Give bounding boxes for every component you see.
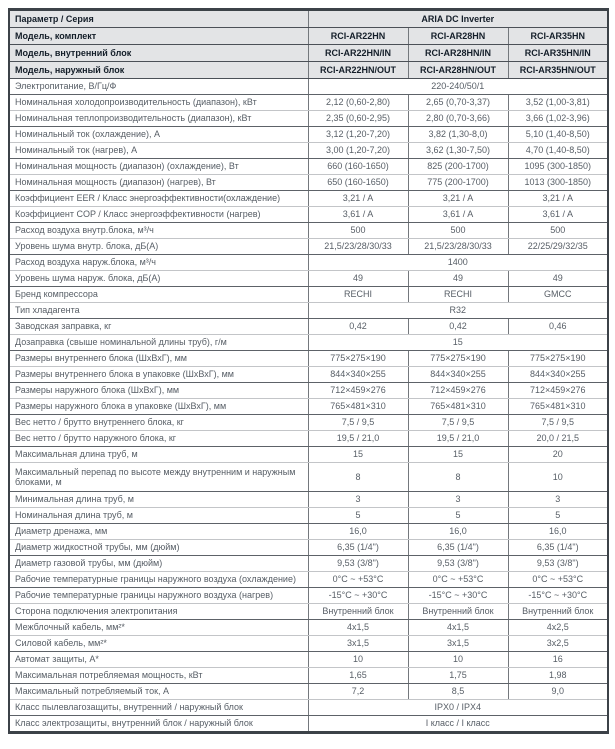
param-cell: Силовой кабель, мм²* — [9, 636, 308, 652]
value-cell: 775×275×190 — [508, 351, 608, 367]
value-cell: 9,53 (3/8") — [308, 556, 408, 572]
value-cell: 19,5 / 21,0 — [408, 431, 508, 447]
value-cell: GMCC — [508, 287, 608, 303]
value-cell: 5,10 (1,40-8,50) — [508, 127, 608, 143]
value-cell: 3,61 / A — [408, 207, 508, 223]
param-cell: Межблочный кабель, мм²* — [9, 620, 308, 636]
value-cell: 7,5 / 9,5 — [408, 415, 508, 431]
value-cell: 0,42 — [308, 319, 408, 335]
param-cell: Модель, внутренний блок — [9, 45, 308, 62]
value-cell: 20,0 / 21,5 — [508, 431, 608, 447]
value-cell: 6,35 (1/4") — [508, 540, 608, 556]
value-cell: 4x1,5 — [408, 620, 508, 636]
param-cell: Уровень шума наруж. блока, дБ(А) — [9, 271, 308, 287]
table-row — [9, 191, 608, 207]
value-cell: 1400 — [308, 255, 608, 271]
value-cell: 3 — [308, 492, 408, 508]
param-cell: Рабочие температурные границы наружного воздуха (нагрев) — [9, 588, 308, 604]
value-cell: 3 — [508, 492, 608, 508]
table-row — [9, 415, 608, 431]
table-row — [9, 588, 608, 604]
param-cell: Номинальная холодопроизводительность (диапазон), кВт — [9, 95, 308, 111]
value-cell: 3,62 (1,30-7,50) — [408, 143, 508, 159]
value-cell: 220-240/50/1 — [308, 79, 608, 95]
param-cell: Размеры наружного блока в упаковке (ШхВхГ), мм — [9, 399, 308, 415]
param-cell: Класс электрозащиты, внутренний блок / наружный блок — [9, 716, 308, 733]
param-cell: Номинальный ток (охлаждение), А — [9, 127, 308, 143]
value-cell: 844×340×255 — [408, 367, 508, 383]
value-cell: 844×340×255 — [308, 367, 408, 383]
table-row — [9, 62, 608, 79]
value-cell: 2,35 (0,60-2,95) — [308, 111, 408, 127]
table-row — [9, 684, 608, 700]
table-row — [9, 303, 608, 319]
value-cell: 0,46 — [508, 319, 608, 335]
value-cell: 10 — [408, 652, 508, 668]
value-cell: 1095 (300-1850) — [508, 159, 608, 175]
param-cell: Модель, комплект — [9, 28, 308, 45]
value-cell: 9,0 — [508, 684, 608, 700]
value-cell: 660 (160-1650) — [308, 159, 408, 175]
table-row — [9, 604, 608, 620]
table-row — [9, 668, 608, 684]
value-cell: 775×275×190 — [408, 351, 508, 367]
value-cell: 20 — [508, 447, 608, 463]
param-cell: Расход воздуха внутр.блока, м³/ч — [9, 223, 308, 239]
value-cell: 3x1,5 — [308, 636, 408, 652]
param-cell: Автомат защиты, А* — [9, 652, 308, 668]
param-cell: Номинальный ток (нагрев), А — [9, 143, 308, 159]
table-row — [9, 652, 608, 668]
value-cell: RCI-AR35HN/OUT — [508, 62, 608, 79]
value-cell: 8 — [408, 463, 508, 492]
value-cell: 3,21 / A — [508, 191, 608, 207]
value-cell: Внутренний блок — [408, 604, 508, 620]
value-cell: 15 — [308, 447, 408, 463]
value-cell: 8,5 — [408, 684, 508, 700]
value-cell: 22/25/29/32/35 — [508, 239, 608, 255]
table-row — [9, 492, 608, 508]
value-cell: 4,70 (1,40-8,50) — [508, 143, 608, 159]
value-cell: 3,61 / A — [508, 207, 608, 223]
table-row — [9, 463, 608, 492]
table-row — [9, 45, 608, 62]
value-cell: 10 — [508, 463, 608, 492]
table-row — [9, 447, 608, 463]
value-cell: 3,61 / A — [308, 207, 408, 223]
param-cell: Вес нетто / брутто наружного блока, кг — [9, 431, 308, 447]
table-row — [9, 28, 608, 45]
value-cell: 2,80 (0,70-3,66) — [408, 111, 508, 127]
table-row — [9, 399, 608, 415]
value-cell: 6,35 (1/4") — [308, 540, 408, 556]
value-cell: 2,65 (0,70-3,37) — [408, 95, 508, 111]
param-cell: Тип хладагента — [9, 303, 308, 319]
value-cell: 0,42 — [408, 319, 508, 335]
series-name-header: ARIA DC Inverter — [308, 10, 608, 28]
value-cell: -15°C ~ +30°C — [508, 588, 608, 604]
value-cell: 844×340×255 — [508, 367, 608, 383]
value-cell: 712×459×276 — [408, 383, 508, 399]
param-cell: Номинальная длина труб, м — [9, 508, 308, 524]
param-cell: Номинальная мощность (диапазон) (охлаждение), Вт — [9, 159, 308, 175]
value-cell: I класс / I класс — [308, 716, 608, 733]
value-cell: 15 — [308, 335, 608, 351]
param-cell: Номинальная мощность (диапазон) (нагрев), Вт — [9, 175, 308, 191]
param-cell: Максимальная потребляемая мощность, кВт — [9, 668, 308, 684]
value-cell: 16,0 — [308, 524, 408, 540]
value-cell: IPX0 / IPX4 — [308, 700, 608, 716]
value-cell: 15 — [408, 447, 508, 463]
value-cell: 21,5/23/28/30/33 — [408, 239, 508, 255]
table-row — [9, 335, 608, 351]
value-cell: 4x2,5 — [508, 620, 608, 636]
param-cell: Электропитание, В/Гц/Ф — [9, 79, 308, 95]
table-row — [9, 431, 608, 447]
value-cell: 1,65 — [308, 668, 408, 684]
table-header-row — [9, 10, 608, 28]
table-row — [9, 287, 608, 303]
value-cell: Внутренний блок — [508, 604, 608, 620]
table-row — [9, 207, 608, 223]
param-cell: Рабочие температурные границы наружного воздуха (охлаждение) — [9, 572, 308, 588]
value-cell: 1,98 — [508, 668, 608, 684]
value-cell: 765×481×310 — [408, 399, 508, 415]
value-cell: 1,75 — [408, 668, 508, 684]
value-cell: RCI-AR28HN/OUT — [408, 62, 508, 79]
param-cell: Заводская заправка, кг — [9, 319, 308, 335]
value-cell: 1013 (300-1850) — [508, 175, 608, 191]
value-cell: 3x1,5 — [408, 636, 508, 652]
param-cell: Максимальный потребляемый ток, А — [9, 684, 308, 700]
value-cell: RECHI — [408, 287, 508, 303]
value-cell: 9,53 (3/8") — [508, 556, 608, 572]
value-cell: RCI-AR28HN/IN — [408, 45, 508, 62]
param-cell: Максимальный перепад по высоте между внутренним и наружным блоками, м — [9, 463, 308, 492]
value-cell: 7,2 — [308, 684, 408, 700]
param-cell: Размеры наружного блока (ШхВхГ), мм — [9, 383, 308, 399]
value-cell: 7,5 / 9,5 — [508, 415, 608, 431]
param-cell: Сторона подключения электропитания — [9, 604, 308, 620]
table-row — [9, 367, 608, 383]
table-row — [9, 636, 608, 652]
table-row — [9, 143, 608, 159]
param-cell: Диаметр жидкостной трубы, мм (дюйм) — [9, 540, 308, 556]
value-cell: 775×275×190 — [308, 351, 408, 367]
value-cell: 49 — [408, 271, 508, 287]
value-cell: 16,0 — [408, 524, 508, 540]
param-cell: Диаметр дренажа, мм — [9, 524, 308, 540]
table-row — [9, 508, 608, 524]
param-cell: Класс пылевлагозащиты, внутренний / наружный блок — [9, 700, 308, 716]
value-cell: 6,35 (1/4") — [408, 540, 508, 556]
table-row — [9, 540, 608, 556]
value-cell: 3,52 (1,00-3,81) — [508, 95, 608, 111]
table-row — [9, 716, 608, 733]
param-cell: Номинальная теплопроизводительность (диапазон), кВт — [9, 111, 308, 127]
value-cell: R32 — [308, 303, 608, 319]
param-series-header: Параметр / Серия — [9, 10, 308, 28]
table-row — [9, 620, 608, 636]
value-cell: 5 — [408, 508, 508, 524]
value-cell: 4x1,5 — [308, 620, 408, 636]
value-cell: 3,82 (1,30-8,0) — [408, 127, 508, 143]
table-row — [9, 319, 608, 335]
value-cell: 775 (200-1700) — [408, 175, 508, 191]
table-row — [9, 255, 608, 271]
value-cell: 0°C ~ +53°C — [308, 572, 408, 588]
table-row — [9, 383, 608, 399]
table-row — [9, 572, 608, 588]
param-cell: Дозаправка (свыше номинальной длины труб), г/м — [9, 335, 308, 351]
value-cell: 0°C ~ +53°C — [508, 572, 608, 588]
value-cell: 650 (160-1650) — [308, 175, 408, 191]
spec-table-body — [9, 10, 608, 733]
param-cell: Максимальная длина труб, м — [9, 447, 308, 463]
value-cell: RCI-AR28HN — [408, 28, 508, 45]
value-cell: 765×481×310 — [508, 399, 608, 415]
value-cell: 49 — [508, 271, 608, 287]
table-row — [9, 524, 608, 540]
spec-table — [8, 8, 609, 734]
value-cell: 19,5 / 21,0 — [308, 431, 408, 447]
param-cell: Размеры внутреннего блока в упаковке (ШхВхГ), мм — [9, 367, 308, 383]
value-cell: 16 — [508, 652, 608, 668]
value-cell: 21,5/23/28/30/33 — [308, 239, 408, 255]
table-row — [9, 79, 608, 95]
value-cell: 500 — [508, 223, 608, 239]
table-row — [9, 127, 608, 143]
value-cell: 7,5 / 9,5 — [308, 415, 408, 431]
value-cell: 10 — [308, 652, 408, 668]
value-cell: 3 — [408, 492, 508, 508]
value-cell: 765×481×310 — [308, 399, 408, 415]
value-cell: 3x2,5 — [508, 636, 608, 652]
value-cell: 825 (200-1700) — [408, 159, 508, 175]
value-cell: 0°C ~ +53°C — [408, 572, 508, 588]
value-cell: 16,0 — [508, 524, 608, 540]
table-row — [9, 556, 608, 572]
value-cell: RECHI — [308, 287, 408, 303]
value-cell: RCI-AR22HN/IN — [308, 45, 408, 62]
value-cell: 712×459×276 — [508, 383, 608, 399]
value-cell: 9,53 (3/8") — [408, 556, 508, 572]
param-cell: Коэффициент EER / Класс энергоэффективности(охлаждение) — [9, 191, 308, 207]
value-cell: 3,21 / A — [308, 191, 408, 207]
value-cell: 3,00 (1,20-7,20) — [308, 143, 408, 159]
table-row — [9, 700, 608, 716]
param-cell: Диаметр газовой трубы, мм (дюйм) — [9, 556, 308, 572]
value-cell: 8 — [308, 463, 408, 492]
param-cell: Расход воздуха наруж.блока, м³/ч — [9, 255, 308, 271]
param-cell: Размеры внутреннего блока (ШхВхГ), мм — [9, 351, 308, 367]
value-cell: 500 — [408, 223, 508, 239]
value-cell: 712×459×276 — [308, 383, 408, 399]
value-cell: RCI-AR35HN/IN — [508, 45, 608, 62]
value-cell: RCI-AR22HN — [308, 28, 408, 45]
value-cell: 5 — [508, 508, 608, 524]
table-row — [9, 95, 608, 111]
table-row — [9, 111, 608, 127]
value-cell: RCI-AR35HN — [508, 28, 608, 45]
table-row — [9, 351, 608, 367]
param-cell: Бренд компрессора — [9, 287, 308, 303]
table-row — [9, 223, 608, 239]
param-cell: Модель, наружный блок — [9, 62, 308, 79]
param-cell: Уровень шума внутр. блока, дБ(А) — [9, 239, 308, 255]
value-cell: Внутренний блок — [308, 604, 408, 620]
table-row — [9, 175, 608, 191]
value-cell: 500 — [308, 223, 408, 239]
value-cell: 3,66 (1,02-3,96) — [508, 111, 608, 127]
param-cell: Минимальная длина труб, м — [9, 492, 308, 508]
table-row — [9, 159, 608, 175]
value-cell: 3,12 (1,20-7,20) — [308, 127, 408, 143]
table-row — [9, 239, 608, 255]
table-row — [9, 271, 608, 287]
value-cell: 5 — [308, 508, 408, 524]
value-cell: -15°C ~ +30°C — [308, 588, 408, 604]
value-cell: 2,12 (0,60-2,80) — [308, 95, 408, 111]
value-cell: 49 — [308, 271, 408, 287]
value-cell: 3,21 / A — [408, 191, 508, 207]
value-cell: -15°C ~ +30°C — [408, 588, 508, 604]
param-cell: Коэффициент COP / Класс энергоэффективности (нагрев) — [9, 207, 308, 223]
value-cell: RCI-AR22HN/OUT — [308, 62, 408, 79]
param-cell: Вес нетто / брутто внутреннего блока, кг — [9, 415, 308, 431]
